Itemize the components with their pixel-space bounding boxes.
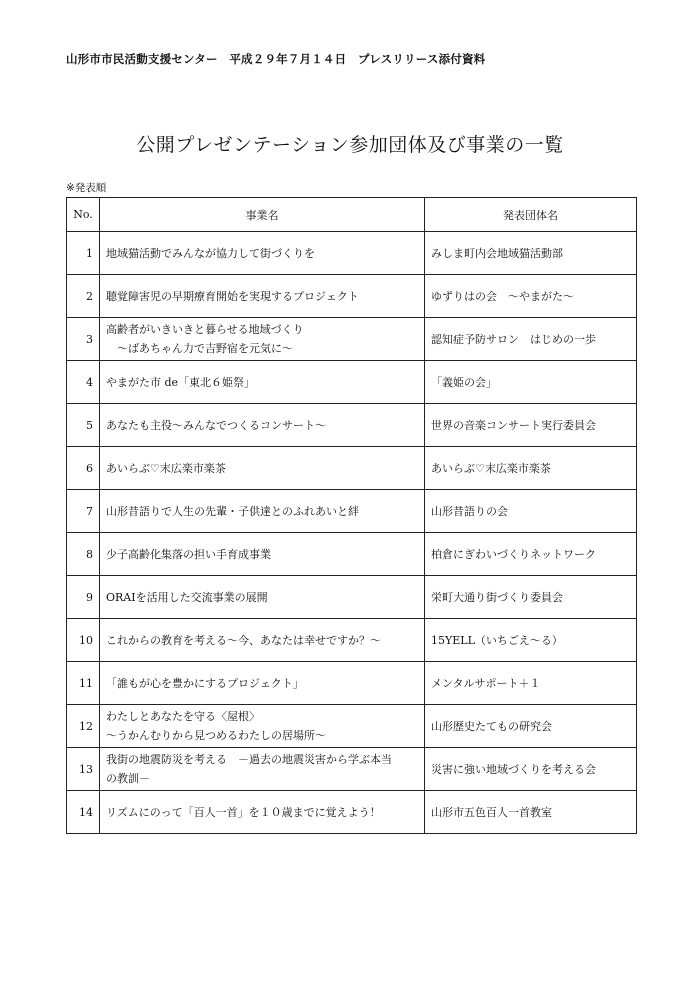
table-row — [67, 232, 637, 275]
project-name-line: リズムにのって「百人一首」を１０歳までに覚えよう！ — [106, 805, 381, 819]
project-name-cell — [100, 576, 425, 619]
project-name-cell — [100, 533, 425, 576]
group-name-cell: 災害に強い地域づくりを考える会 — [425, 748, 637, 791]
project-name-line: わたしとあなたを守る〈屋根〉 — [106, 710, 260, 723]
group-name-cell: 山形市五色百人一首教室 — [425, 791, 637, 834]
table-row — [67, 404, 637, 447]
row-number: 5 — [67, 404, 100, 447]
project-name-cell — [100, 404, 425, 447]
table-row — [67, 275, 637, 318]
project-name-line: 山形昔語りで人生の先輩・子供達とのふれあいと絆 — [106, 504, 359, 518]
project-name-line: 聴覚障害児の早期療育開始を実現するプロジェクト — [106, 289, 359, 303]
column-header-no: No. — [67, 198, 100, 232]
group-name-cell: 15YELL（いちごえ～る） — [425, 619, 637, 662]
table-row — [67, 490, 637, 533]
row-number: 11 — [67, 662, 100, 705]
row-number: 8 — [67, 533, 100, 576]
table-row — [67, 361, 637, 404]
project-name-line: 高齢者がいきいきと暮らせる地域づくり — [106, 323, 304, 336]
row-number: 4 — [67, 361, 100, 404]
table-row — [67, 791, 637, 834]
row-number: 7 — [67, 490, 100, 533]
project-name-cell — [100, 619, 425, 662]
project-name-cell — [100, 275, 425, 318]
project-name-line: ～ばあちゃん力で吉野宿を元気に～ — [106, 342, 293, 355]
project-name-line: ORAIを活用した交流事業の展開 — [106, 590, 268, 604]
row-number: 13 — [67, 748, 100, 791]
column-header-project: 事業名 — [100, 198, 425, 232]
project-name-cell — [100, 232, 425, 275]
table-row — [67, 318, 637, 361]
group-name-cell: あいらぶ♡末広楽市楽茶 — [425, 447, 637, 490]
project-name-line: の教訓－ — [106, 772, 150, 785]
group-name-cell: 栄町大通り街づくり委員会 — [425, 576, 637, 619]
group-name-cell: ゆずりはの会 ～やまがた～ — [425, 275, 637, 318]
group-name-cell: 「義姫の会」 — [425, 361, 637, 404]
participant-table — [66, 197, 637, 834]
group-name-cell: みしま町内会地域猫活動部 — [425, 232, 637, 275]
table-row — [67, 662, 637, 705]
project-name-cell — [100, 705, 425, 748]
group-name-cell: 認知症予防サロン はじめの一歩 — [425, 318, 637, 361]
project-name-cell — [100, 662, 425, 705]
table-row — [67, 705, 637, 748]
project-name-cell — [100, 791, 425, 834]
table-header-row — [67, 198, 637, 232]
group-name-cell: 柏倉にぎわいづくりネットワーク — [425, 533, 637, 576]
group-name-cell: メンタルサポート＋１ — [425, 662, 637, 705]
project-name-cell — [100, 318, 425, 361]
project-name-line: 「誰もが心を豊かにするプロジェクト」 — [106, 676, 304, 690]
table-row — [67, 748, 637, 791]
project-name-line: 少子高齢化集落の担い手育成事業 — [106, 547, 271, 561]
column-header-group: 発表団体名 — [425, 198, 637, 232]
project-name-line: ～うかんむりから見つめるわたしの居場所～ — [106, 729, 326, 742]
project-name-line: 我街の地震防災を考える －過去の地震災害から学ぶ本当 — [106, 753, 392, 766]
project-name-cell — [100, 447, 425, 490]
project-name-cell — [100, 748, 425, 791]
project-name-line: 地域猫活動でみんなが協力して街づくりを — [106, 246, 315, 260]
row-number: 2 — [67, 275, 100, 318]
project-name-cell — [100, 490, 425, 533]
row-number: 9 — [67, 576, 100, 619]
row-number: 10 — [67, 619, 100, 662]
table-row — [67, 576, 637, 619]
order-note: ※発表順 — [66, 182, 107, 194]
row-number: 6 — [67, 447, 100, 490]
group-name-cell: 山形歴史たてもの研究会 — [425, 705, 637, 748]
group-name-cell: 山形昔語りの会 — [425, 490, 637, 533]
row-number: 3 — [67, 318, 100, 361]
group-name-cell: 世界の音楽コンサート実行委員会 — [425, 404, 637, 447]
table-row — [67, 533, 637, 576]
project-name-line: やまがた市 de「東北６姫祭」 — [106, 375, 256, 389]
project-name-cell — [100, 361, 425, 404]
row-number: 1 — [67, 232, 100, 275]
table-row — [67, 619, 637, 662]
header-line: 山形市市民活動支援センター 平成２９年７月１４日 プレスリリース添付資料 — [66, 52, 486, 66]
row-number: 14 — [67, 791, 100, 834]
project-name-line: これからの教育を考える～今、あなたは幸せですか？～ — [106, 633, 381, 647]
table-row — [67, 447, 637, 490]
page-title: 公開プレゼンテーション参加団体及び事業の一覧 — [136, 134, 564, 156]
row-number: 12 — [67, 705, 100, 748]
project-name-line: あいらぶ♡末広楽市楽茶 — [106, 461, 226, 475]
project-name-line: あなたも主役～みんなでつくるコンサート～ — [106, 418, 326, 432]
